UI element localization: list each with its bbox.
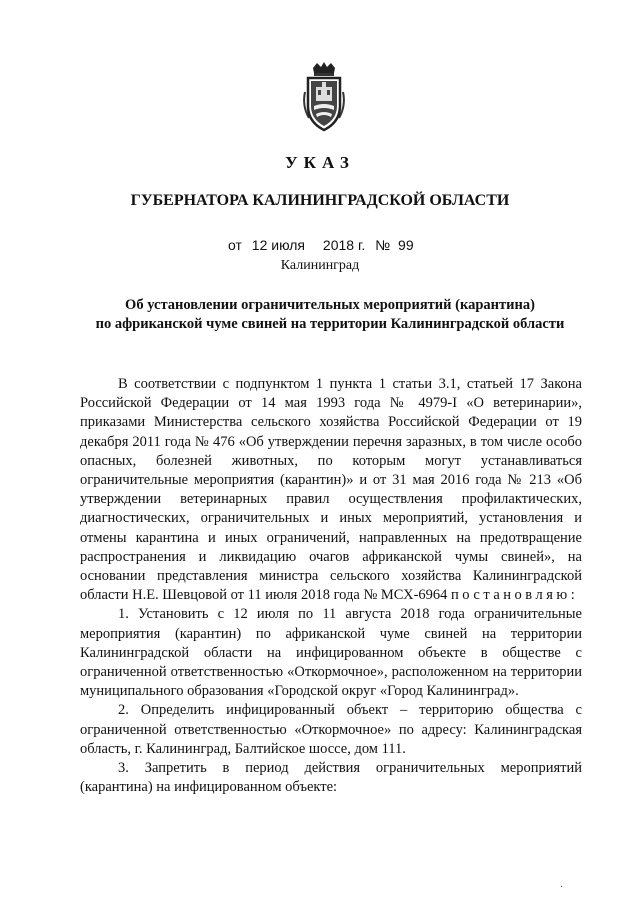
- decree-body: [80, 375, 582, 797]
- date-prefix: от: [228, 237, 242, 253]
- city: Калининград: [280, 258, 360, 273]
- decree-subject: [60, 296, 600, 334]
- resolve-word: постановляю:: [451, 587, 579, 604]
- page-mark: ·: [560, 882, 564, 893]
- coat-of-arms-icon: [299, 62, 349, 132]
- preamble-text: В соответствии с подпунктом 1 пункта 1 статьи 3.1, статьей 17 Закона Российской Федерации от 14 мая 1993 года № 4979-I «О ветеринарии», приказами Министерства сельского хозяйства Российской Федерации от 19 декабря 2011 года № 476 «Об утверждении перечня заразных, в том числе особо опасных, болезней животных, по которым могут устанавливаться ограничительные мероприятия (карантин)» и от 31 мая 2016 года № 213 «Об утверждении ветеринарных правил осуществления профилактических, диагностических, ограничительных и иных мероприятий, установления и отмены карантина и иных ограничений, направленных на предотвращение распространения и ликвидацию очагов африканской чумы свиней», на основании представления министра сельского хозяйства Калининградской области Н.Е. Шевцовой от 11 июля 2018 года № МСХ-6964: [80, 376, 582, 604]
- item-3: 3. Запретить в период действия ограничительных мероприятий (карантина) на инфицированном объекте:: [80, 760, 582, 796]
- date-day: 12 июля: [251, 237, 306, 253]
- subject-line-2: по африканской чуме свиней на территории Калининградской области: [95, 316, 565, 332]
- item-2: 2. Определить инфицированный объект – территорию общества с ограниченной ответственностью «Откормочное» по адресу: Калининградская область, г. Калининград, Балтийское шоссе, дом 111.: [80, 702, 582, 757]
- decree-number: 99: [398, 237, 414, 253]
- item-1: 1. Установить с 12 июля по 11 августа 2018 года ограничительные мероприятия (карантин) по африканской чуме свиней на территории Калининградской области на инфицированном объекте в обществе с ограниченной ответственностью «Откормочное», расположенном на территории муниципального образования «Городской округ «Город Калининград».: [80, 606, 582, 700]
- date-year: 2018 г.: [322, 237, 366, 253]
- preamble-paragraph: [80, 375, 582, 605]
- subject-line-1: Об установлении ограничительных мероприятий (карантина): [125, 297, 535, 313]
- decree-title: УКАЗ: [285, 153, 355, 172]
- authority-title: ГУБЕРНАТОРА КАЛИНИНГРАДСКОЙ ОБЛАСТИ: [130, 192, 510, 209]
- number-prefix: №: [375, 237, 391, 253]
- date-line: [228, 237, 414, 253]
